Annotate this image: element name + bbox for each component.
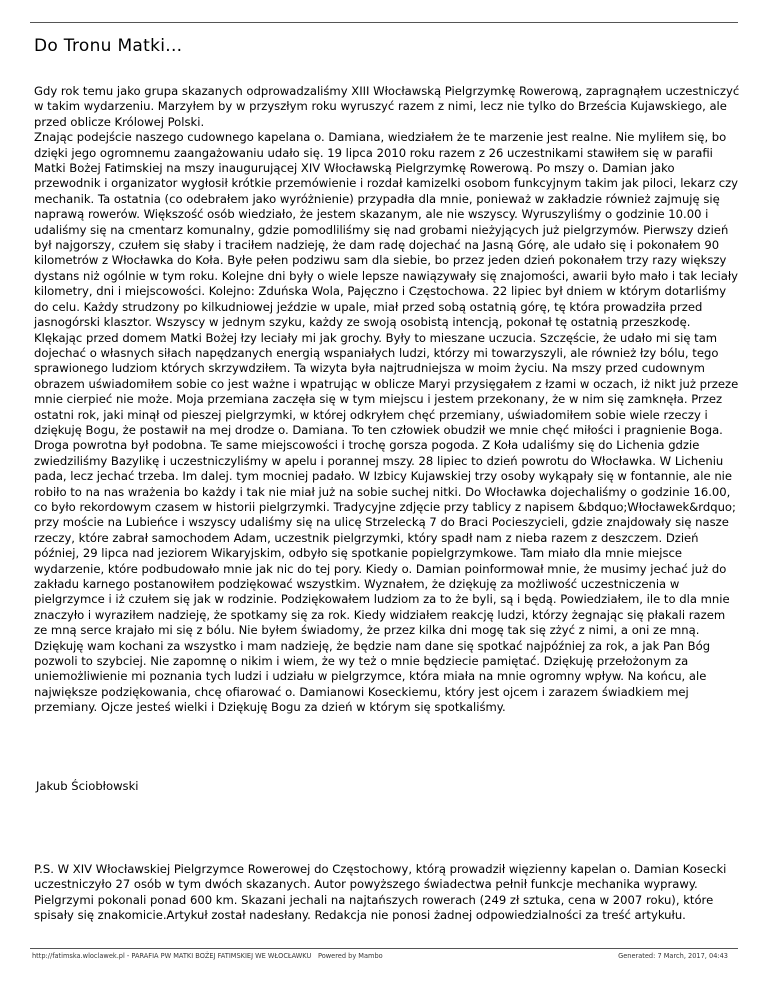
article-paragraph-main: Znając podejście naszego cudownego kapelana o. Damiana, wiedziałem że te marzenie jest realne. Nie myliłem się, bo dzięki jego ogromnemu zaangażowaniu udało się. 19 lipca 2010 roku razem z 26 uczestnikami stawiłem się w parafii Matki Bożej Fatimskiej na mszy inaugurującej XIV Włocławską Pielgrzymkę Rowerową. Po mszy o. Damian jako przewodnik i organizator wygłosił krótkie przemówienie i rozdał kamizelki osobom funkcyjnym takim jak piloci, lekarz czy mechanik. Ta ostatnia (co odebrałem jako wyróżnienie) przypadła dla mnie, ponieważ w zakładzie również zajmuję się naprawą rowerów. Większość osób wiedziało, że jestem skazanym, ale nie wszyscy. Wyruszyliśmy o godzinie 10.00 i udaliśmy się na cmentarz komunalny, gdzie pomodliliśmy się nad grobami nieżyjących już pielgrzymów. Pierwszy dzień był najgorszy, czułem się słaby i traciłem nadzieję, że dam radę dojechać na Jasną Górę, ale udało się i pokonałem 90 kilometrów z Włocławka do Koła. Byłe pełen podziwu sam dla siebie, bo przez jeden dzień pokonałem trzy razy większy dystans niż ogólnie w tym roku. Kolejne dni były o wiele lepsze nawiązywały się znajomości, awarii było mało i tak leciały kilometry, dni i miejscowości. Kolejno: Zduńska Wola, Pajęczno i Częstochowa. 22 lipiec był dniem w którym dotarliśmy do celu. Każdy strudzony po kilkudniowej jeździe w upale, miał przed sobą ostatnią górę, tę która prowadziła przed jasnogórski klasztor. Wszyscy w jednym szyku, każdy ze swoją osobistą intencją, pokonał tę ostatnią przeszkodę. Klękając przed domem Matki Bożej łzy leciały mi jak grochy. Były to mieszane uczucia. Szczęście, że udało mi się tam dojechać o własnych siłach napędzanych energią wspaniałych ludzi, którzy mi towarzyszyli, ale również łzy bólu, tego sprawionego ludziom których skrzywdziłem. Ta wizyta była najtrudniejsza w moim życiu. Na mszy przed cudownym obrazem uświadomiłem sobie co jest ważne i wpatrując w oblicze Maryi przysięgałem z łzami w oczach, iż nikt już przeze mnie cierpieć nie może. Moja przemiana zaczęła się w tym miejscu i jestem przekonany, że w nim się zamknęła. Przez ostatni rok, jaki minął od pieszej pielgrzymki, w której odkryłem chęć przemiany, uświadomiłem sobie wiele rzeczy i dziękuję Bogu, że postawił na mej drodze o. Damiana. To ten człowiek obudził we mnie chęć miłości i pragnienie Boga. Droga powrotna był podobna. Te same miejscowości i trochę gorsza pogoda. Z Koła udaliśmy się do Lichenia gdzie zwiedziliśmy Bazylikę i uczestniczyliśmy w apelu i porannej mszy. 28 lipiec to dzień powrotu do Włocławka. W Licheniu pada, lecz jechać trzeba. Im dalej. tym mocniej padało. W Izbicy Kujawskiej trzy osoby wykąpały się w fontannie, ale nie robiło to na nas wrażenia bo każdy i tak nie miał już na sobie suchej nitki. Do Włocławka dojechaliśmy o godzinie 16.00, co było rekordowym czasem w historii pielgrzymki. Tradycyjne zdjęcie przy tablicy z napisem &bdquo;Włocławek&rdquo; przy moście na Lubieńce i wszyscy udaliśmy się na ulicę Strzelecką 7 do Braci Pocieszycieli, gdzie znajdowały się nasze rzeczy, które zabrał samochodem Adam, uczestnik pielgrzymki, który spadł nam z nieba razem z deszczem. Dzień później, 29 lipca nad jeziorem Wikaryjskim, odbyło się spotkanie popielgrzymkowe. Tam miało dla mnie miejsce wydarzenie, które podbudowało mnie jak nic do tej pory. Kiedy o. Damian poinformował mnie, że musimy jechać już do zakładu karnego postanowiłem podziękować wszystkim. Wyznałem, że dziękuję za możliwość uczestniczenia w pielgrzymce i iż czułem się jak w rodzinie. Podziękowałem ludziom za to że byli, są i będą. Powiedziałem, ile to dla mnie znaczyło i wyraziłem nadzieję, że spotkamy się za rok. Kiedy widziałem reakcję ludzi, którzy żegnając się płakali razem ze mną serce krajało mi się z bólu. Nie byłem świadomy, że przez kilka dni mogę tak się zżyć z nimi, a oni ze mną. Dziękuję wam kochani za wszystko i mam nadzieję, że będzie nam dane się spotkać najpóźniej za rok, a jak Pan Bóg pozwoli to szybciej. Nie zapomnę o nikim i wiem, że wy też o mnie będziecie pamiętać. Dziękuję przełożonym za uniemożliwienie mi poznania tych ludzi i udziału w pielgrzymce, która miała na mnie ogromny wpływ. Na końcu, ale największe podziękowania, chcę ofiarować o. Damianowi Koseckiemu, który jest ojcem i zarazem świadkiem mej przemiany. Ojcze jesteś wielki i Dziękuję Bogu za dzień w którym się spotkaliśmy. bbox=[34, 130, 739, 715]
article-paragraph-intro: Gdy rok temu jako grupa skazanych odprowadzaliśmy XIII Włocławską Pielgrzymkę Rowerową, zapragnąłem uczestniczyć w takim wydarzeniu. Marzyłem by w przyszłym roku wyruszyć razem z nimi, lecz nie tylko do Brześcia Kujawskiego, ale przed oblicze Królowej Polski. bbox=[34, 84, 740, 129]
footer-powered-by: Powered by Mambo bbox=[318, 952, 383, 960]
footer-generated-date: Generated: 7 March, 2017, 04:43 bbox=[618, 952, 728, 960]
article-body bbox=[34, 84, 740, 716]
page-footer bbox=[30, 948, 738, 963]
top-divider bbox=[30, 22, 738, 23]
postscript: P.S. W XIV Włocławskiej Pielgrzymce Rowerowej do Częstochowy, którą prowadził więzienny kapelan o. Damian Kosecki uczestniczyło 27 osób w tym dwóch skazanych. Autor powyższego świadectwa pełnił funkcje mechanika wyprawy. Pielgrzymi pokonali ponad 600 km. Skazani jechali na najtańszych rowerach (249 zł sztuka, cena w 2007 roku), które spisały się znakomicie.Artykuł został nadesłany. Redakcja nie ponosi żadnej odpowiedzialności za treść artykułu. bbox=[34, 862, 727, 923]
footer-source-link[interactable]: http://fatimska.wloclawek.pl - PARAFIA PW MATKI BOŻEJ FATIMSKIEJ WE WŁOCŁAWKU bbox=[32, 952, 312, 960]
author-signature: Jakub Ściobłowski bbox=[36, 779, 139, 793]
article-title: Do Tronu Matki... bbox=[34, 36, 183, 56]
